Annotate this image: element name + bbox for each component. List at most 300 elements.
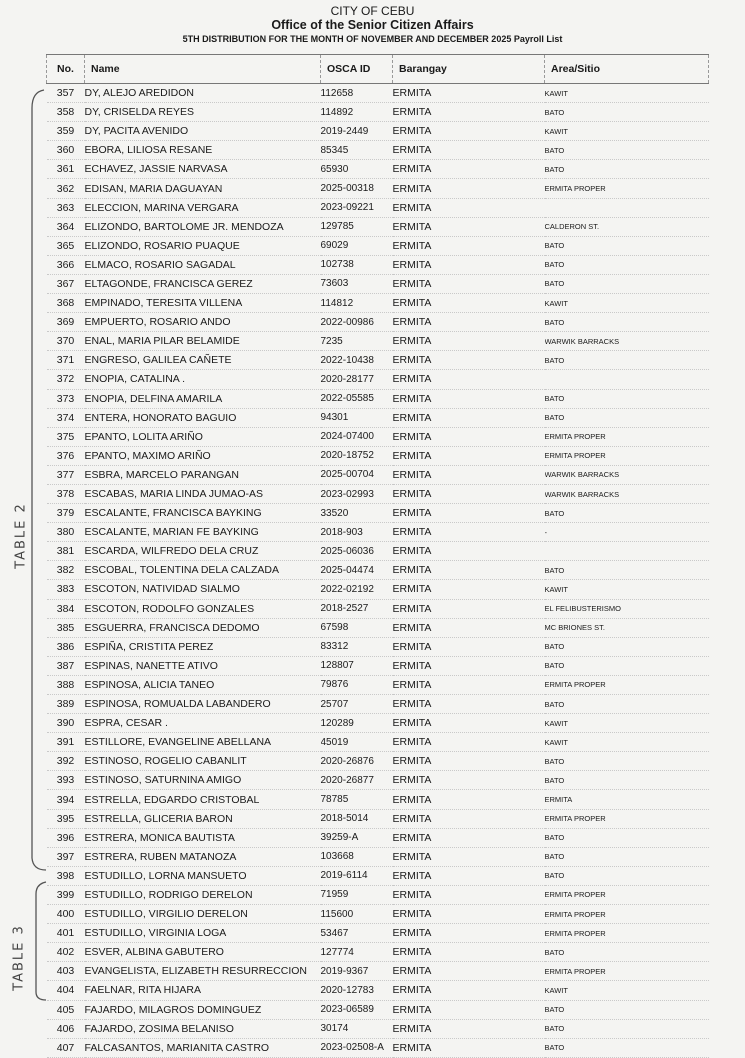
area-sitio: BATO (545, 771, 709, 790)
person-name: ELIZONDO, ROSARIO PUAQUE (85, 236, 321, 255)
person-name: DY, ALEJO AREDIDON (85, 84, 321, 103)
person-name: ESTUDILLO, VIRGILIO DERELON (85, 905, 321, 924)
row-number: 379 (47, 504, 85, 523)
area-sitio: BATO (545, 943, 709, 962)
osca-id: 2022-10438 (321, 351, 393, 370)
table-row (47, 656, 709, 675)
row-number: 398 (47, 866, 85, 885)
table-row (47, 580, 709, 599)
barangay: ERMITA (393, 924, 545, 943)
barangay: ERMITA (393, 695, 545, 714)
row-number: 372 (47, 370, 85, 389)
row-number: 360 (47, 141, 85, 160)
osca-id: 2019-6114 (321, 866, 393, 885)
barangay: ERMITA (393, 103, 545, 122)
area-sitio: BATO (545, 313, 709, 332)
row-number: 371 (47, 351, 85, 370)
barangay: ERMITA (393, 217, 545, 236)
area-sitio: ERMITA PROPER (545, 675, 709, 694)
barangay: ERMITA (393, 351, 545, 370)
area-sitio: BATO (545, 866, 709, 885)
row-number: 405 (47, 1000, 85, 1019)
person-name: ESTILLORE, EVANGELINE ABELLANA (85, 733, 321, 752)
barangay: ERMITA (393, 962, 545, 981)
area-sitio: BATO (545, 1019, 709, 1038)
osca-id: 79876 (321, 675, 393, 694)
table-row (47, 771, 709, 790)
row-number: 387 (47, 656, 85, 675)
osca-id: 2020-28177 (321, 370, 393, 389)
table-row (47, 981, 709, 1000)
osca-id: 103668 (321, 847, 393, 866)
osca-id: 2025-06036 (321, 542, 393, 561)
table-row (47, 847, 709, 866)
person-name: FAJARDO, ZOSIMA BELANISO (85, 1019, 321, 1038)
barangay: ERMITA (393, 504, 545, 523)
barangay: ERMITA (393, 885, 545, 904)
osca-id: 25707 (321, 695, 393, 714)
osca-id: 2023-06589 (321, 1000, 393, 1019)
barangay: ERMITA (393, 542, 545, 561)
table-row (47, 389, 709, 408)
row-number: 382 (47, 561, 85, 580)
area-sitio: BATO (545, 1038, 709, 1057)
row-number: 385 (47, 618, 85, 637)
table-row (47, 637, 709, 656)
table-row (47, 1038, 709, 1057)
barangay: ERMITA (393, 637, 545, 656)
person-name: EPANTO, LOLITA ARIÑO (85, 427, 321, 446)
row-number: 359 (47, 122, 85, 141)
osca-id: 71959 (321, 885, 393, 904)
person-name: DY, CRISELDA REYES (85, 103, 321, 122)
person-name: ENGRESO, GALILEA CAÑETE (85, 351, 321, 370)
barangay: ERMITA (393, 809, 545, 828)
table-row (47, 332, 709, 351)
table-row (47, 924, 709, 943)
office-title: Office of the Senior Citizen Affairs (271, 18, 474, 32)
osca-id: 2024-07400 (321, 427, 393, 446)
row-number: 365 (47, 236, 85, 255)
osca-id: 2025-00704 (321, 465, 393, 484)
osca-id: 45019 (321, 733, 393, 752)
barangay: ERMITA (393, 790, 545, 809)
osca-id: 112658 (321, 84, 393, 103)
table-row (47, 465, 709, 484)
row-number: 377 (47, 465, 85, 484)
area-sitio: BATO (545, 561, 709, 580)
table-row (47, 255, 709, 274)
table-row (47, 141, 709, 160)
column-header-barangay: Barangay (393, 55, 545, 84)
barangay: ERMITA (393, 656, 545, 675)
area-sitio: KAWIT (545, 84, 709, 103)
osca-id: 2022-02192 (321, 580, 393, 599)
handwritten-note-table-3: TABLE 3 (11, 924, 27, 991)
person-name: FAJARDO, MILAGROS DOMINGUEZ (85, 1000, 321, 1019)
area-sitio: ERMITA PROPER (545, 962, 709, 981)
person-name: ESTRELLA, GLICERIA BARON (85, 809, 321, 828)
row-number: 386 (47, 637, 85, 656)
row-number: 357 (47, 84, 85, 103)
osca-id: 127774 (321, 943, 393, 962)
osca-id: 94301 (321, 408, 393, 427)
row-number: 381 (47, 542, 85, 561)
row-number: 390 (47, 714, 85, 733)
column-header-osca-id: OSCA ID (321, 55, 393, 84)
person-name: ESPINAS, NANETTE ATIVO (85, 656, 321, 675)
osca-id: 2018-5014 (321, 809, 393, 828)
barangay: ERMITA (393, 771, 545, 790)
table-row (47, 714, 709, 733)
column-header-name: Name (85, 55, 321, 84)
person-name: ENTERA, HONORATO BAGUIO (85, 408, 321, 427)
barangay: ERMITA (393, 198, 545, 217)
area-sitio: BATO (545, 255, 709, 274)
osca-id: 114812 (321, 294, 393, 313)
row-number: 364 (47, 217, 85, 236)
person-name: ELIZONDO, BARTOLOME JR. MENDOZA (85, 217, 321, 236)
row-number: 394 (47, 790, 85, 809)
table-row (47, 370, 709, 389)
area-sitio: KAWIT (545, 733, 709, 752)
person-name: ENOPIA, DELFINA AMARILA (85, 389, 321, 408)
table-header-row (47, 55, 709, 84)
osca-id: 129785 (321, 217, 393, 236)
row-number: 384 (47, 599, 85, 618)
osca-id: 2020-18752 (321, 446, 393, 465)
person-name: ESPRA, CESAR . (85, 714, 321, 733)
payroll-subtitle: 5TH DISTRIBUTION FOR THE MONTH OF NOVEMBER AND DECEMBER 2025 Payroll List (182, 34, 563, 44)
osca-id: 33520 (321, 504, 393, 523)
row-number: 407 (47, 1038, 85, 1057)
table-row (47, 905, 709, 924)
osca-id: 78785 (321, 790, 393, 809)
area-sitio: EL FELIBUSTERISMO (545, 599, 709, 618)
area-sitio: BATO (545, 408, 709, 427)
payroll-table (46, 54, 709, 1058)
table-row (47, 294, 709, 313)
osca-id: 102738 (321, 255, 393, 274)
barangay: ERMITA (393, 332, 545, 351)
table-row (47, 733, 709, 752)
column-header-no: No. (47, 55, 85, 84)
table-row (47, 427, 709, 446)
barangay: ERMITA (393, 294, 545, 313)
osca-id: 2025-04474 (321, 561, 393, 580)
area-sitio: - (545, 523, 709, 542)
barangay: ERMITA (393, 427, 545, 446)
column-header-area-sitio: Area/Sitio (545, 55, 709, 84)
row-number: 373 (47, 389, 85, 408)
table-row (47, 313, 709, 332)
barangay: ERMITA (393, 1019, 545, 1038)
barangay: ERMITA (393, 847, 545, 866)
osca-id: 114892 (321, 103, 393, 122)
barangay: ERMITA (393, 84, 545, 103)
barangay: ERMITA (393, 675, 545, 694)
barangay: ERMITA (393, 733, 545, 752)
table-row (47, 160, 709, 179)
table-row (47, 274, 709, 293)
person-name: ESTINOSO, SATURNINA AMIGO (85, 771, 321, 790)
barangay: ERMITA (393, 1038, 545, 1057)
table-row (47, 198, 709, 217)
area-sitio: ERMITA PROPER (545, 446, 709, 465)
row-number: 401 (47, 924, 85, 943)
area-sitio: ERMITA PROPER (545, 924, 709, 943)
osca-id: 2020-26876 (321, 752, 393, 771)
row-number: 406 (47, 1019, 85, 1038)
table-row (47, 866, 709, 885)
area-sitio (545, 198, 709, 217)
area-sitio: BATO (545, 847, 709, 866)
person-name: EVANGELISTA, ELIZABETH RESURRECCION (85, 962, 321, 981)
person-name: FALCASANTOS, MARIANITA CASTRO (85, 1038, 321, 1057)
area-sitio: ERMITA PROPER (545, 179, 709, 198)
osca-id: 69029 (321, 236, 393, 255)
osca-id: 73603 (321, 274, 393, 293)
osca-id: 2020-12783 (321, 981, 393, 1000)
area-sitio: BATO (545, 656, 709, 675)
area-sitio: KAWIT (545, 122, 709, 141)
person-name: ESTRELLA, EDGARDO CRISTOBAL (85, 790, 321, 809)
area-sitio: BATO (545, 828, 709, 847)
table-row (47, 790, 709, 809)
osca-id: 39259-A (321, 828, 393, 847)
area-sitio: WARWIK BARRACKS (545, 332, 709, 351)
barangay: ERMITA (393, 274, 545, 293)
area-sitio: MC BRIONES ST. (545, 618, 709, 637)
row-number: 397 (47, 847, 85, 866)
osca-id: 85345 (321, 141, 393, 160)
area-sitio: BATO (545, 351, 709, 370)
table-row (47, 542, 709, 561)
table-row (47, 84, 709, 103)
person-name: ESGUERRA, FRANCISCA DEDOMO (85, 618, 321, 637)
person-name: ESTRERA, MONICA BAUTISTA (85, 828, 321, 847)
table-row (47, 675, 709, 694)
barangay: ERMITA (393, 389, 545, 408)
person-name: ESPIÑA, CRISTITA PEREZ (85, 637, 321, 656)
person-name: ESCALANTE, MARIAN FE BAYKING (85, 523, 321, 542)
barangay: ERMITA (393, 179, 545, 198)
row-number: 374 (47, 408, 85, 427)
osca-id: 67598 (321, 618, 393, 637)
person-name: ESTINOSO, ROGELIO CABANLIT (85, 752, 321, 771)
row-number: 391 (47, 733, 85, 752)
row-number: 367 (47, 274, 85, 293)
row-number: 399 (47, 885, 85, 904)
row-number: 393 (47, 771, 85, 790)
barangay: ERMITA (393, 752, 545, 771)
osca-id: 2019-2449 (321, 122, 393, 141)
barangay: ERMITA (393, 866, 545, 885)
barangay: ERMITA (393, 236, 545, 255)
person-name: ESPINOSA, ALICIA TANEO (85, 675, 321, 694)
osca-id: 2025-00318 (321, 179, 393, 198)
table-row (47, 561, 709, 580)
row-number: 376 (47, 446, 85, 465)
area-sitio: BATO (545, 274, 709, 293)
barangay: ERMITA (393, 981, 545, 1000)
row-number: 395 (47, 809, 85, 828)
area-sitio: BATO (545, 637, 709, 656)
row-number: 368 (47, 294, 85, 313)
table-row (47, 351, 709, 370)
city-title: CITY OF CEBU (330, 4, 415, 18)
person-name: ESCARDA, WILFREDO DELA CRUZ (85, 542, 321, 561)
barangay: ERMITA (393, 313, 545, 332)
table-row (47, 809, 709, 828)
person-name: ESVER, ALBINA GABUTERO (85, 943, 321, 962)
area-sitio: CALDERON ST. (545, 217, 709, 236)
person-name: EMPUERTO, ROSARIO ANDO (85, 313, 321, 332)
osca-id: 7235 (321, 332, 393, 351)
osca-id: 2018-2527 (321, 599, 393, 618)
osca-id: 83312 (321, 637, 393, 656)
area-sitio: ERMITA PROPER (545, 905, 709, 924)
barangay: ERMITA (393, 580, 545, 599)
osca-id: 53467 (321, 924, 393, 943)
person-name: ESCABAS, MARIA LINDA JUMAO-AS (85, 484, 321, 503)
barangay: ERMITA (393, 141, 545, 160)
area-sitio: BATO (545, 389, 709, 408)
row-number: 404 (47, 981, 85, 1000)
barangay: ERMITA (393, 484, 545, 503)
table-row (47, 599, 709, 618)
area-sitio (545, 542, 709, 561)
area-sitio: ERMITA PROPER (545, 427, 709, 446)
table-row (47, 1000, 709, 1019)
table-row (47, 1019, 709, 1038)
area-sitio: KAWIT (545, 294, 709, 313)
row-number: 363 (47, 198, 85, 217)
osca-id: 30174 (321, 1019, 393, 1038)
osca-id: 2022-05585 (321, 389, 393, 408)
person-name: ELECCION, MARINA VERGARA (85, 198, 321, 217)
row-number: 369 (47, 313, 85, 332)
table-row (47, 408, 709, 427)
row-number: 380 (47, 523, 85, 542)
osca-id: 128807 (321, 656, 393, 675)
row-number: 388 (47, 675, 85, 694)
osca-id: 65930 (321, 160, 393, 179)
person-name: EBORA, LILIOSA RESANE (85, 141, 321, 160)
table-row (47, 618, 709, 637)
table-row (47, 828, 709, 847)
person-name: ESCALANTE, FRANCISCA BAYKING (85, 504, 321, 523)
barangay: ERMITA (393, 523, 545, 542)
area-sitio: KAWIT (545, 981, 709, 1000)
barangay: ERMITA (393, 160, 545, 179)
osca-id: 2023-09221 (321, 198, 393, 217)
barangay: ERMITA (393, 408, 545, 427)
area-sitio (545, 370, 709, 389)
person-name: ECHAVEZ, JASSIE NARVASA (85, 160, 321, 179)
area-sitio: WARWIK BARRACKS (545, 484, 709, 503)
barangay: ERMITA (393, 599, 545, 618)
barangay: ERMITA (393, 828, 545, 847)
osca-id: 2023-02508-A (321, 1038, 393, 1057)
row-number: 361 (47, 160, 85, 179)
area-sitio: BATO (545, 236, 709, 255)
area-sitio: BATO (545, 695, 709, 714)
person-name: ESCOBAL, TOLENTINA DELA CALZADA (85, 561, 321, 580)
person-name: ENOPIA, CATALINA . (85, 370, 321, 389)
barangay: ERMITA (393, 465, 545, 484)
person-name: EDISAN, MARIA DAGUAYAN (85, 179, 321, 198)
area-sitio: BATO (545, 752, 709, 771)
osca-id: 2020-26877 (321, 771, 393, 790)
osca-id: 2022-00986 (321, 313, 393, 332)
area-sitio: ERMITA PROPER (545, 809, 709, 828)
person-name: ESCOTON, NATIVIDAD SIALMO (85, 580, 321, 599)
row-number: 389 (47, 695, 85, 714)
barangay: ERMITA (393, 370, 545, 389)
barangay: ERMITA (393, 618, 545, 637)
row-number: 366 (47, 255, 85, 274)
table-row (47, 943, 709, 962)
person-name: FAELNAR, RITA HIJARA (85, 981, 321, 1000)
area-sitio: ERMITA (545, 790, 709, 809)
handwritten-note-table-2: TABLE 2 (13, 502, 29, 569)
area-sitio: BATO (545, 103, 709, 122)
row-number: 396 (47, 828, 85, 847)
person-name: ESTUDILLO, VIRGINIA LOGA (85, 924, 321, 943)
table-row (47, 695, 709, 714)
row-number: 362 (47, 179, 85, 198)
row-number: 402 (47, 943, 85, 962)
osca-id: 2023-02993 (321, 484, 393, 503)
table-row (47, 523, 709, 542)
person-name: EMPINADO, TERESITA VILLENA (85, 294, 321, 313)
osca-id: 120289 (321, 714, 393, 733)
person-name: ELMACO, ROSARIO SAGADAL (85, 255, 321, 274)
table-row (47, 752, 709, 771)
osca-id: 2018-903 (321, 523, 393, 542)
table-row (47, 236, 709, 255)
area-sitio: BATO (545, 141, 709, 160)
table-row (47, 484, 709, 503)
area-sitio: ERMITA PROPER (545, 885, 709, 904)
row-number: 358 (47, 103, 85, 122)
table-row (47, 179, 709, 198)
row-number: 378 (47, 484, 85, 503)
person-name: ENAL, MARIA PILAR BELAMIDE (85, 332, 321, 351)
row-number: 403 (47, 962, 85, 981)
barangay: ERMITA (393, 122, 545, 141)
person-name: ESBRA, MARCELO PARANGAN (85, 465, 321, 484)
table-row (47, 962, 709, 981)
area-sitio: KAWIT (545, 714, 709, 733)
area-sitio: BATO (545, 1000, 709, 1019)
row-number: 383 (47, 580, 85, 599)
person-name: ESCOTON, RODOLFO GONZALES (85, 599, 321, 618)
person-name: ELTAGONDE, FRANCISCA GEREZ (85, 274, 321, 293)
area-sitio: WARWIK BARRACKS (545, 465, 709, 484)
person-name: EPANTO, MAXIMO ARIÑO (85, 446, 321, 465)
barangay: ERMITA (393, 905, 545, 924)
area-sitio: BATO (545, 504, 709, 523)
area-sitio: KAWIT (545, 580, 709, 599)
barangay: ERMITA (393, 1000, 545, 1019)
row-number: 400 (47, 905, 85, 924)
row-number: 392 (47, 752, 85, 771)
barangay: ERMITA (393, 561, 545, 580)
table-row (47, 103, 709, 122)
table-row (47, 504, 709, 523)
